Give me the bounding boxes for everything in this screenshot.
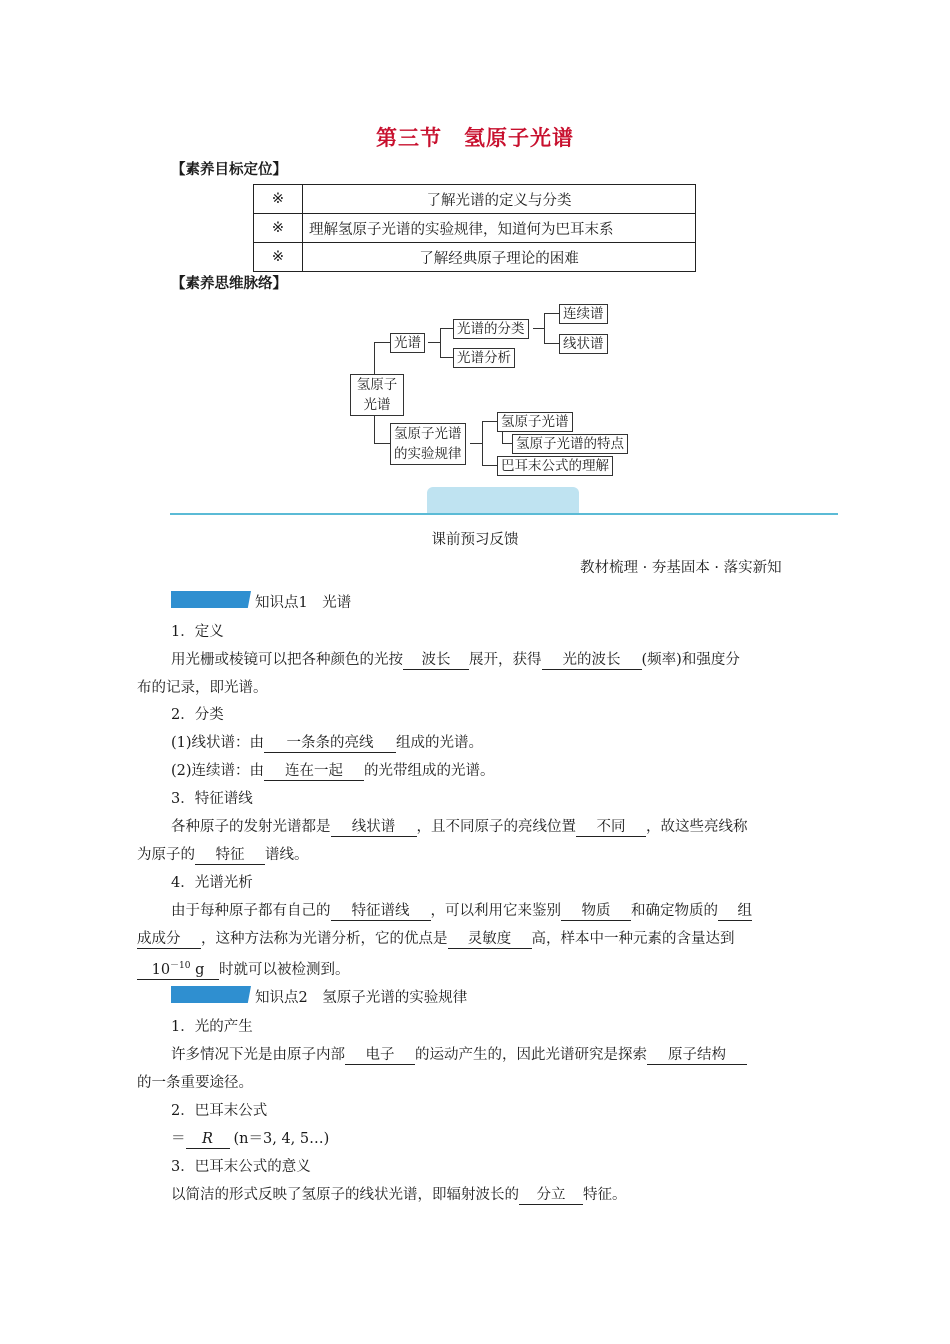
connector	[482, 421, 497, 422]
connector	[374, 342, 375, 374]
asterisk-mark: ※	[254, 185, 303, 214]
asterisk-mark: ※	[254, 214, 303, 243]
connector	[440, 328, 441, 357]
node-spectrum: 光谱	[390, 333, 425, 353]
blank-answer: 连在一起	[264, 762, 364, 781]
goal-text: 了解经典原子理论的困难	[303, 243, 696, 272]
node-h-spectrum: 氢原子光谱	[497, 412, 573, 432]
blank-answer: 线状谱	[331, 818, 417, 837]
kp2-h3: 3．巴耳末公式的意义	[171, 1159, 311, 1175]
kp2-h1: 1．光的产生	[171, 1019, 253, 1035]
blank-answer: 组	[718, 902, 752, 921]
kp1-analysis-line1: 由于每种原子都有自己的 特征谱线 ，可以利用它来鉴别 物质 和确定物质的 组	[171, 903, 752, 919]
balmer-formula: ＝ R (n＝3, 4, 5…)	[171, 1131, 330, 1147]
kp1-bar	[171, 591, 251, 608]
kp1-analysis-line3: $10^{-10}$ g 时就可以被检测到。	[137, 957, 350, 980]
section-tab	[427, 487, 579, 514]
blank-answer: $10^{-10}$ g	[137, 957, 219, 980]
node-h-features: 氢原子光谱的特点	[512, 434, 628, 454]
connector	[482, 465, 497, 466]
kp1-class2: (2)连续谱：由 连在一起 的光带组成的光谱。	[171, 763, 495, 779]
blank-answer: 波长	[403, 651, 469, 670]
goal-text: 了解光谱的定义与分类	[303, 185, 696, 214]
goal-text: 理解氢原子光谱的实验规律，知道何为巴耳末系	[303, 214, 696, 243]
kp2-light-line1: 许多情况下光是由原子内部 电子 的运动产生的，因此光谱研究是探索 原子结构	[171, 1045, 747, 1065]
kp1-feature-line1: 各种原子的发射光谱都是 线状谱 ，且不同原子的亮线位置 不同 ，故这些亮线称	[171, 819, 748, 835]
connector	[374, 443, 390, 444]
node-line: 线状谱	[559, 334, 608, 354]
kp1-label: 知识点1 光谱	[255, 595, 352, 611]
kp1-h3: 3．特征谱线	[171, 791, 253, 807]
blank-answer: 光的波长	[542, 651, 642, 670]
connector	[544, 313, 545, 343]
asterisk-mark: ※	[254, 243, 303, 272]
connector	[502, 443, 512, 444]
section-divider	[170, 513, 838, 515]
table-row	[254, 243, 696, 272]
page-title: 第三节 氢原子光谱	[376, 125, 574, 150]
mindmap-root	[350, 374, 404, 416]
kp2-meaning: 以简洁的形式反映了氢原子的线状光谱，即辐射波长的 分立 特征。	[171, 1187, 627, 1203]
blank-answer: 一条条的亮线	[264, 734, 396, 753]
blank-answer: 灵敏度	[448, 930, 532, 949]
kp1-def-line2: 布的记录，即光谱。	[137, 680, 268, 696]
section-title: 课前预习反馈	[431, 532, 519, 548]
blank-answer: 分立	[519, 1186, 583, 1205]
kp1-h1: 1．定义	[171, 624, 224, 640]
blank-answer: 物质	[561, 902, 631, 921]
kp2-h2: 2．巴耳末公式	[171, 1103, 268, 1119]
blank-answer: 电子	[345, 1046, 415, 1065]
goals-table	[253, 184, 696, 272]
node-continuous: 连续谱	[559, 304, 608, 324]
table-row	[254, 214, 696, 243]
node-classification: 光谱的分类	[453, 319, 529, 339]
kp2-light-line2: 的一条重要途径。	[137, 1075, 253, 1091]
kp1-h4: 4．光谱光析	[171, 875, 253, 891]
connector	[440, 328, 453, 329]
goals-heading: 【素养目标定位】	[171, 161, 287, 178]
blank-answer: 特征	[195, 846, 265, 865]
section-subtitle: 教材梳理 · 夯基固本 · 落实新知	[580, 560, 782, 576]
table-row	[254, 185, 696, 214]
connector	[374, 415, 375, 443]
blank-answer: 不同	[576, 818, 646, 837]
mindmap-heading: 【素养思维脉络】	[171, 275, 287, 292]
connector	[482, 421, 483, 465]
kp1-h2: 2．分类	[171, 707, 224, 723]
blank-answer: 特征谱线	[331, 902, 431, 921]
connector	[544, 313, 559, 314]
kp1-class1: (1)线状谱：由 一条条的亮线 组成的光谱。	[171, 735, 484, 751]
law-line1: 氢原子光谱	[394, 426, 462, 442]
connector	[440, 357, 453, 358]
blank-answer: R	[186, 1130, 230, 1149]
kp1-analysis-line2: 成成分 ，这种方法称为光谱分析，它的优点是 灵敏度 高，样本中一种元素的含量达到	[137, 931, 735, 947]
root-line2: 光谱	[363, 397, 391, 413]
connector	[374, 342, 390, 343]
kp2-bar	[171, 986, 251, 1003]
root-line1: 氢原子	[356, 377, 398, 393]
node-law	[390, 423, 466, 465]
connector	[544, 343, 559, 344]
blank-answer: 原子结构	[647, 1046, 747, 1065]
node-balmer: 巴耳末公式的理解	[497, 456, 613, 476]
connector	[502, 432, 503, 443]
node-analysis: 光谱分析	[453, 348, 515, 368]
kp1-def-line1: 用光栅或棱镜可以把各种颜色的光按 波长 展开，获得 光的波长 (频率)和强度分	[171, 652, 740, 668]
blank-answer: 成成分	[137, 930, 201, 949]
law-line2: 的实验规律	[394, 446, 462, 462]
kp1-feature-line2: 为原子的 特征 谱线。	[137, 847, 309, 863]
kp2-label: 知识点2 氢原子光谱的实验规律	[255, 990, 468, 1006]
